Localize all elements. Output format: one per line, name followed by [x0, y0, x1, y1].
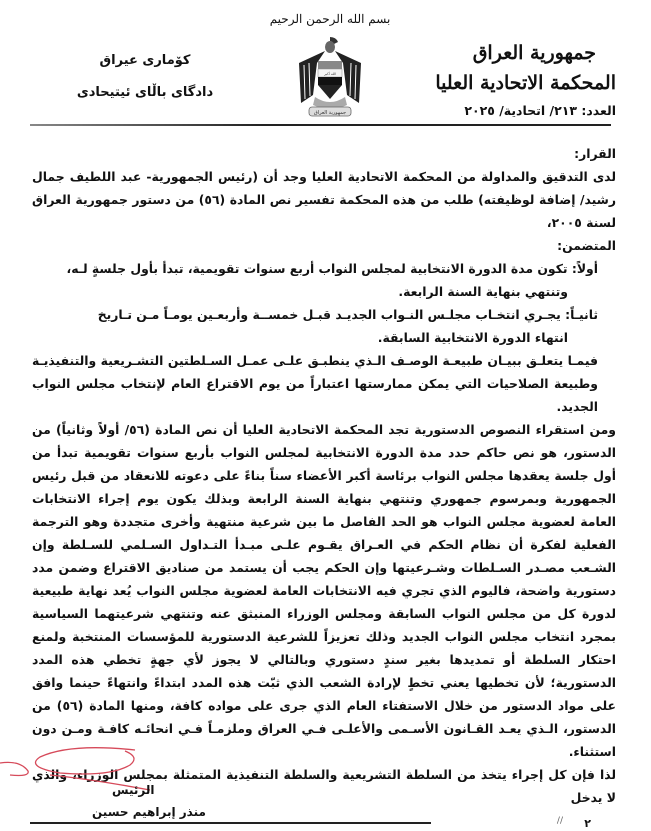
court-name: المحكمة الاتحادية العليا: [435, 72, 616, 94]
paragraph-scope: فيمـا يتعلـق ببيـان طبيعـة الوصـف الـذي ينطبـق علـى عمـل السـلطتين التشـريعية والتنفيذيـة وطبيعة الصلاحيات التي يمكن ممارستها اعتباراً من يوم الاقتراع العام لإنتخاب مجلس النواب الجديد.: [32, 353, 598, 414]
intro-paragraph: لدى التدقيق والمداولة من المحكمة الاتحادية العليا وجد أن (رئيس الجمهورية- عبد اللطيف جمال رشيد/ إضافة لوظيفته) طلب من هذه المحكمة تفسير نص المادة (٥٦) من دستور جمهورية العراق لسنة ٢٠٠٥،: [32, 169, 616, 230]
item-second-continued: انتهاء الدورة الانتخابية السابقة.: [377, 330, 568, 345]
country-name: جمهورية العراق: [472, 42, 596, 64]
item-second: ثانيـاً: يجـري انتخـاب مجلـس النـواب الجديـد قبـل خمســة وأربعـين يومـاً مـن تـاريخ: [97, 307, 598, 322]
contains-label: المتضمن:: [557, 238, 616, 253]
decision-body: [32, 142, 616, 809]
paragraph-conclusion: لذا فإن كل إجراء يتخذ من السلطة التشريعية والسلطة التنفيذية المتمثلة بمجلس الوزراء، والذي لا يدخل: [32, 767, 616, 805]
emblem-caption: جمهورية العراق: [313, 110, 347, 116]
footer-divider: [30, 822, 431, 824]
item-first-continued: وتنتهي بنهاية السنة الرابعة.: [398, 284, 568, 299]
header-divider: [30, 124, 611, 126]
page-number: ٢: [584, 817, 591, 830]
item-first: أولاً: تكون مدة الدورة الانتخابية لمجلس النواب أربع سنوات تقويمية، تبدأ بأول جلسةٍ لـه،: [66, 261, 598, 276]
basmala: بسم الله الرحمن الرحيم: [269, 12, 391, 26]
country-name-kurdish: كۆمارى عيراق: [99, 53, 191, 68]
paragraph-reasoning: ومن استقراء النصوص الدستورية تجد المحكمة الاتحادية العليا أن نص المادة (٥٦/ أولاً وثانياً) من الدستور، هو نص حاكم حدد مدة الدورة الانتخابية لمجلس النواب بأربع سنوات تقويمية تبدأ من أول جلسة يعقدها مجلس النواب برئاسة أكبر الأعضاء سناً بناءً على دعوته للانعقاد من قبل رئيس الجمهورية وبمرسوم جمهوري وتنتهي بنهاية السنة الرابعة وبذلك يكون يوم إجراء الانتخابات العامة لعضوية مجلس النواب هو الحد الفاصل ما بين شرعية منتهية وأخرى متجددة وهو الترجمة الفعلية لفكرة أن نظام الحكم في العـراق يقـوم علـى مبـدأ التـداول السـلمي للسـلطة وإن الشـعب مصـدر السـلطات وشـرعيتها وإن الحكم يجب أن يستمد من صناديق الاقتراع وضمن مدد دستورية واضحة، فاليوم الذي تجري فيه الانتخابات العامة لعضوية مجلس النواب يُعد نهاية طبيعية لدورة كل من مجلس النواب السابقة ومجلس الوزراء المنبثق عنه وتنتهي شرعيتهما السياسية بمجرد انتخاب مجلس النواب الجديد وذلك تعزيزاً للشرعية الدستورية للمؤسسات المنتخبة ولمنع احتكار السلطة أو تمديدها بغير سندٍ دستوري وبالتالي لا يجوز لأي جهةٍ تخطي هذه المدد الدستورية؛ لأن تخطيها يعني تخطٍ لإرادة الشعب الذي ثبّت هذه المدد ابتداءً وانتهاءً حينما وافق على مواد الدستور من خلال الاستفتاء العام الذي جرى على مواده كافة، ومنها المادة (٥٦) من الدستور، الـذي يعـد القـانون الأسـمى والأعلـى فـي العراق وملزمـاً فـي انحائـه كافـة ومـن دون استثناء.: [32, 422, 616, 759]
signature-title: الرئيس: [112, 783, 155, 797]
signature-name: منذر إبراهيم حسين: [92, 805, 206, 819]
document-number: العدد: ٢١٣/ اتحادية/ ٢٠٢٥: [464, 103, 616, 118]
signature-block: [92, 783, 206, 819]
header-arabic-block: [416, 38, 616, 122]
court-name-kurdish: دادگاى باڵاى ئيتيحادى: [76, 85, 214, 100]
footer-mark: //: [556, 816, 563, 826]
header-kurdish-block: [60, 45, 230, 109]
iraq-emblem-icon: [295, 33, 365, 121]
emblem-flag-text: الله أكبر: [324, 72, 336, 76]
decision-label: القرار:: [574, 146, 616, 161]
